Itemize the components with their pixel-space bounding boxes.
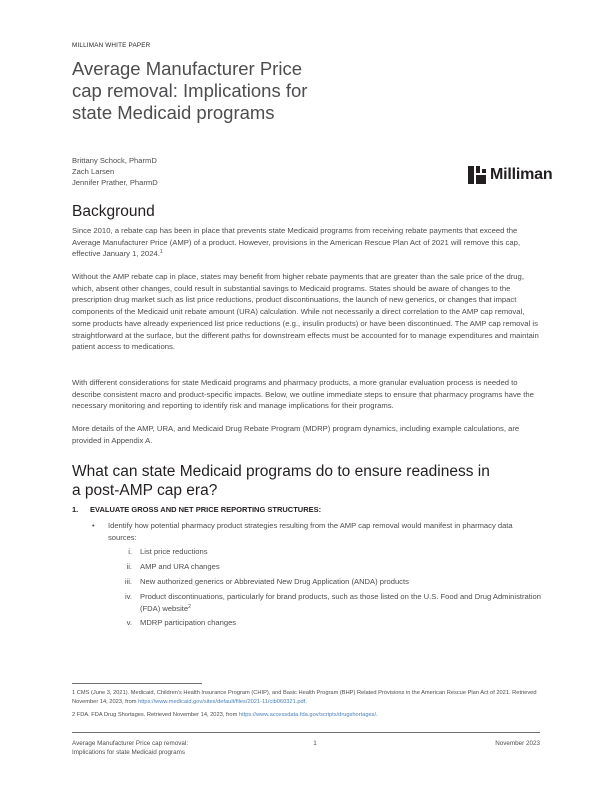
bullet-marker: • (92, 521, 95, 530)
background-paragraph-3: With different considerations for state Medicaid programs and pharmacy products, a more granular evaluation process is needed to describe consistent macro and product-specific impacts. Below, we outline immediate steps to ensure that pharmacy programs have the necessary monitoring and reporting to identify risk and manage implications for their programs. (72, 378, 534, 411)
footnote-1: 1 CMS (June 3, 2021). Medicaid, Children's Health Insurance Program (CHIP), and Basic Health Program (BHP) Related Provisions in the American Rescue Plan Act of 2021. Retrieved November 14, 2023, from https://www.medicaid.gov/sites/default/files/2021-11/cib060321.pdf. (72, 690, 537, 705)
footnote-link[interactable]: https://www.medicaid.gov/sites/default/files/2021-11/cib060321.pdf (138, 698, 306, 705)
title-line-2: cap removal: Implications for (72, 80, 308, 101)
footnote-ref-2[interactable]: 2 (188, 603, 191, 610)
title-line-3: state Medicaid programs (72, 102, 275, 123)
list-item: iii. New authorized generics or Abbreviated New Drug Application (ANDA) products (124, 577, 409, 586)
milliman-logo-icon (468, 166, 486, 184)
author-name: Brittany Schock, PharmD (72, 156, 157, 165)
footnote-link[interactable]: https://www.accessdata.fda.gov/scripts/drugshortages/ (238, 712, 377, 718)
background-paragraph-4: More details of the AMP, URA, and Medicaid Drug Rebate Program (MDRP) program dynamics, including example calculations, are provided in Appendix A. (72, 424, 520, 445)
author-name: Zach Larsen (72, 167, 115, 176)
footnote-divider (72, 683, 202, 684)
page-title (72, 58, 372, 124)
list-item: iv. Product discontinuations, particularly for brand products, such as those listed on the U.S. Food and Drug Administration (FDA) website$^2$ (124, 592, 541, 613)
title-line-1: Average Manufacturer Price (72, 58, 302, 79)
background-paragraph-2: Without the AMP rebate cap in place, states may benefit from higher rebate payments that are greater than the sale price of the drug, which, absent other changes, could result in substantial savings to Medicaid programs. States should be aware of changes to the prescription drug market such as list price reductions, product discontinuations, the launch of new generics, or changes that impact components of the Medicaid unit rebate amount (URA) calculation. While not necessarily a direct correlation to the AMP cap removal, some products have already experienced list price reductions (e.g., insulin products) or have been discontinued. The AMP cap removal is straightforward at the surface, but the different paths for downstream effects must be accounted for to manage expenditures and maintain patient access to medications. (72, 272, 539, 352)
readiness-heading: What can state Medicaid programs do to ensure readiness in a post-AMP cap era? (72, 463, 490, 499)
footnote-ref-1[interactable]: 1 (159, 249, 163, 256)
list-item: i. List price reductions (128, 547, 208, 556)
footer-document-title: Average Manufacturer Price cap removal: Implications for state Medicaid programs (72, 740, 189, 756)
footer-divider (72, 732, 540, 733)
author-list (72, 155, 158, 188)
footer-date: November 2023 (495, 740, 540, 747)
bullet-item: • Identify how potential pharmacy product strategies resulting from the AMP cap removal would manifest in pharmacy data sources: (92, 521, 513, 542)
milliman-logo (468, 166, 552, 184)
background-heading: Background (72, 203, 155, 220)
list-item: v. MDRP participation changes (126, 618, 237, 627)
step-1-title: 1. EVALUATE GROSS AND NET PRICE REPORTING STRUCTURES: (72, 505, 322, 514)
logo-wordmark: Milliman (490, 166, 553, 183)
author-name: Jennifer Prather, PharmD (72, 178, 158, 187)
background-paragraph-1: Since 2010, a rebate cap has been in place that prevents state Medicaid programs from receiving rebate payments that exceed the Average Manufacturer Price (AMP) of a product. However, provisions in the American Rescue Plan Act of 2021 will remove this cap, effective January 1, 2024.$^1$ (72, 226, 521, 259)
document-kicker: MILLIMAN WHITE PAPER (72, 42, 151, 49)
footnote-2: 2 FDA. FDA Drug Shortages. Retrieved November 14, 2023, from https://www.accessdata.fda.gov/scripts/drugshortages/. (72, 712, 378, 718)
page-number: 1 (313, 740, 317, 747)
list-item: ii. AMP and URA changes (126, 562, 220, 571)
